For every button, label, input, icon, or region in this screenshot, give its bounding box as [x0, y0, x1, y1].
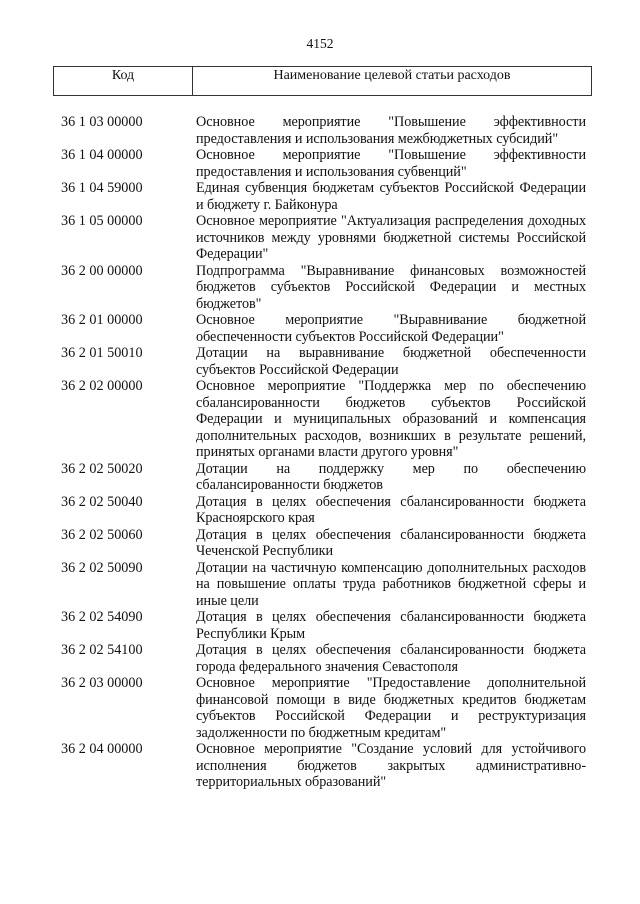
- row-code: 36 2 04 00000: [61, 741, 143, 757]
- column-header-code: Код: [54, 67, 193, 95]
- table-row: [0, 741, 640, 791]
- row-code: 36 1 03 00000: [61, 114, 143, 130]
- row-code: 36 1 04 00000: [61, 147, 143, 163]
- page-number: 4152: [306, 36, 334, 51]
- row-name: Основное мероприятие "Повышение эффективности предоставления и использования межбюджетных субсидий": [196, 114, 586, 147]
- table-row: [0, 642, 640, 675]
- table-row: [0, 213, 640, 263]
- row-name: Подпрограмма "Выравнивание финансовых возможностей бюджетов субъектов Российской Федерации и местных бюджетов": [196, 262, 586, 312]
- table-row: [0, 494, 640, 527]
- row-name: Основное мероприятие "Повышение эффективности предоставления и использования субвенций": [196, 147, 586, 180]
- row-name: Основное мероприятие "Предоставление дополнительной финансовой помощи в виде бюджетных кредитов бюджетам субъектов Российской Федерации и реструктуризация задолженности по бюджетным кредитам": [196, 675, 586, 741]
- row-code: 36 2 02 50020: [61, 460, 143, 477]
- table-row: [0, 263, 640, 313]
- table-row: [0, 345, 640, 378]
- row-name: Дотация в целях обеспечения сбалансированности бюджета Чеченской Республики: [196, 526, 586, 559]
- row-name: Основное мероприятие "Поддержка мер по обеспечению сбалансированности бюджетов субъектов Российской Федерации и муниципальных образований и компенсация дополнительных расходов, возникших в результате решений, принятых органами власти другого уровня": [196, 378, 586, 460]
- table-header: [53, 66, 592, 96]
- row-code: 36 2 02 00000: [61, 378, 143, 394]
- row-name: Дотация в целях обеспечения сбалансированности бюджета Красноярского края: [196, 493, 586, 526]
- row-name: Основное мероприятие "Выравнивание бюджетной обеспеченности субъектов Российской Федерации": [196, 312, 586, 345]
- table-row: [0, 609, 640, 642]
- row-code: 36 2 00 00000: [61, 262, 143, 279]
- row-name: Дотации на частичную компенсацию дополнительных расходов на повышение оплаты труда работников бюджетной сферы и иные цели: [196, 559, 586, 609]
- row-code: 36 2 02 50090: [61, 559, 143, 576]
- row-name: Дотация в целях обеспечения сбалансированности бюджета города федерального значения Севастополя: [196, 642, 586, 675]
- table-row: [0, 312, 640, 345]
- row-code: 36 2 02 50040: [61, 493, 143, 510]
- table-row: [0, 675, 640, 741]
- row-name: Дотации на выравнивание бюджетной обеспеченности субъектов Российской Федерации: [196, 345, 586, 378]
- table-row: [0, 461, 640, 494]
- expense-items-table: [0, 114, 640, 791]
- row-code: 36 2 02 54090: [61, 609, 143, 625]
- row-code: 36 2 03 00000: [61, 675, 143, 691]
- row-name: Основное мероприятие "Создание условий для устойчивого исполнения бюджетов закрытых административно-территориальных образований": [196, 741, 586, 790]
- row-code: 36 1 05 00000: [61, 213, 143, 229]
- row-code: 36 2 02 50060: [61, 526, 143, 543]
- table-row: [0, 527, 640, 560]
- table-row: [0, 378, 640, 461]
- row-code: 36 1 04 59000: [61, 180, 143, 196]
- row-name: Дотации на поддержку мер по обеспечению сбалансированности бюджетов: [196, 460, 586, 493]
- row-name: Основное мероприятие "Актуализация распределения доходных источников между уровнями бюджетной системы Российской Федерации": [196, 213, 586, 262]
- row-name: Дотация в целях обеспечения сбалансированности бюджета Республики Крым: [196, 609, 586, 642]
- table-row: [0, 180, 640, 213]
- row-code: 36 2 01 50010: [61, 345, 143, 361]
- table-row: [0, 147, 640, 180]
- column-header-name: Наименование целевой статьи расходов: [273, 68, 511, 83]
- table-row: [0, 114, 640, 147]
- table-row: [0, 560, 640, 610]
- row-code: 36 2 02 54100: [61, 642, 143, 658]
- row-name: Единая субвенция бюджетам субъектов Российской Федерации и бюджету г. Байконура: [196, 180, 586, 213]
- row-code: 36 2 01 00000: [61, 312, 143, 328]
